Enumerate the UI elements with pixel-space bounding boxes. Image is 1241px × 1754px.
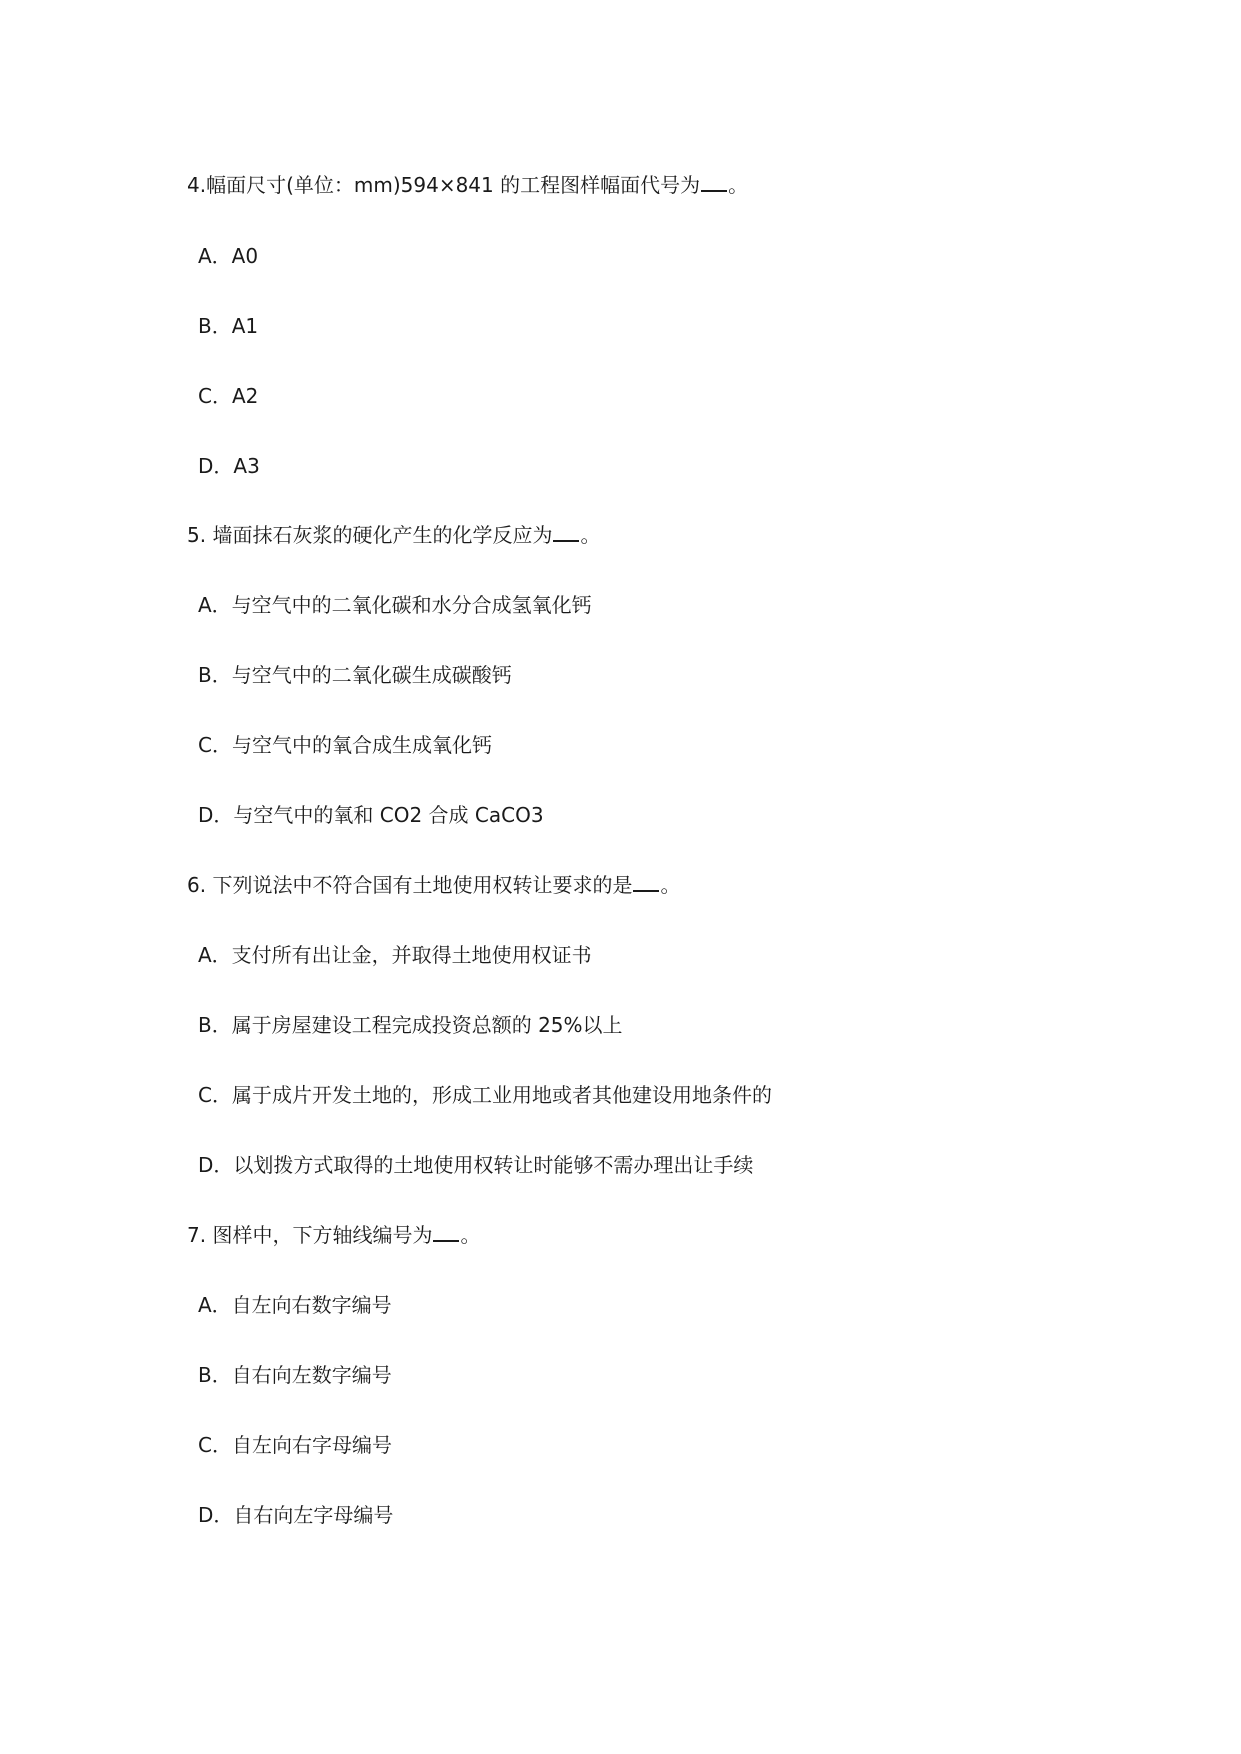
question-4-stem (187, 172, 748, 198)
question-stem-text: 4.幅面尺寸(单位：mm)594×841 的工程图样幅面代号为 (187, 173, 701, 197)
question-6-stem (187, 872, 680, 898)
question-7-option-b: B．自右向左数字编号 (198, 1363, 392, 1387)
answer-blank (633, 872, 659, 892)
question-stem-end: 。 (728, 173, 749, 197)
question-5-option-a: A．与空气中的二氧化碳和水分合成氢氧化钙 (198, 593, 592, 617)
question-7-option-d: D．自右向左字母编号 (198, 1503, 394, 1527)
answer-blank (433, 1222, 459, 1242)
question-5-stem (187, 522, 600, 548)
question-4-option-a: A．A0 (198, 244, 259, 268)
question-4-option-b: B．A1 (198, 314, 259, 338)
question-7-option-c: C．自左向右字母编号 (198, 1433, 392, 1457)
question-6-option-b: B．属于房屋建设工程完成投资总额的 25%以上 (198, 1013, 623, 1037)
question-7-stem (187, 1222, 480, 1248)
question-stem-end: 。 (660, 873, 681, 897)
question-7-option-a: A．自左向右数字编号 (198, 1293, 392, 1317)
question-stem-text: 5. 墙面抹石灰浆的硬化产生的化学反应为 (187, 523, 553, 547)
question-stem-end: 。 (460, 1223, 481, 1247)
question-5-option-c: C．与空气中的氧合成生成氧化钙 (198, 733, 492, 757)
answer-blank (553, 522, 579, 542)
question-5-option-b: B．与空气中的二氧化碳生成碳酸钙 (198, 663, 512, 687)
question-stem-text: 6. 下列说法中不符合国有土地使用权转让要求的是 (187, 873, 633, 897)
question-stem-end: 。 (580, 523, 601, 547)
question-stem-text: 7. 图样中，下方轴线编号为 (187, 1223, 433, 1247)
question-4-option-d: D．A3 (198, 454, 260, 478)
question-6-option-c: C．属于成片开发土地的，形成工业用地或者其他建设用地条件的 (198, 1083, 772, 1107)
question-6-option-a: A．支付所有出让金，并取得土地使用权证书 (198, 943, 592, 967)
question-4-option-c: C．A2 (198, 384, 259, 408)
answer-blank (701, 172, 727, 192)
question-6-option-d: D．以划拨方式取得的土地使用权转让时能够不需办理出让手续 (198, 1153, 754, 1177)
question-5-option-d: D．与空气中的氧和 CO2 合成 CaCO3 (198, 803, 544, 827)
